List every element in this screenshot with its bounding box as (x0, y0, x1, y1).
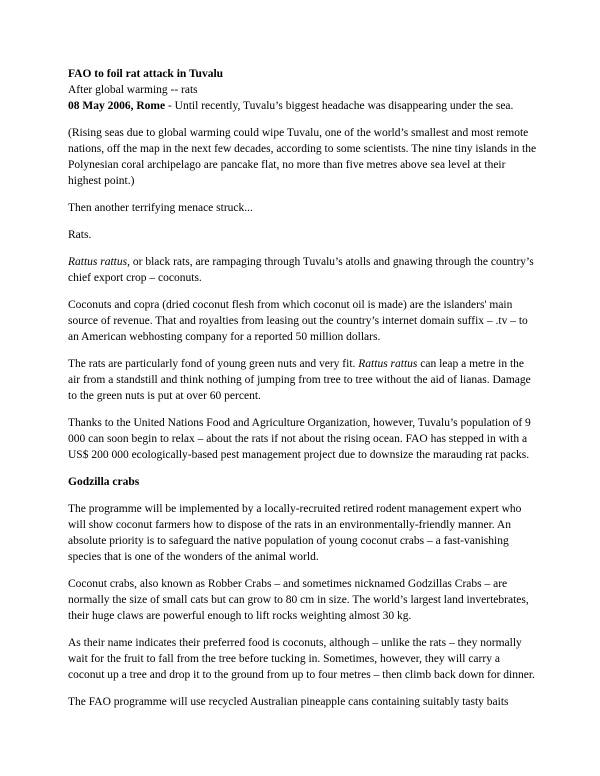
paragraph-text: , or black rats, are rampaging through Tuvalu’s atolls and gnawing through the country’s chief export crop – coconuts. (68, 256, 534, 284)
paragraph-preferred-food (68, 635, 538, 683)
paragraph-text: Thanks to the United Nations Food and Agriculture Organization, however, Tuvalu’s population of 9 000 can soon begin to relax – about the rats if not about the rising ocean. FAO has stepped in with a US$ 200 000 ecologically-based pest management project due to downsize the marauding rat packs. (68, 417, 531, 461)
section-heading-text: Godzilla crabs (68, 476, 140, 488)
paragraph-coconut-crabs (68, 576, 538, 624)
paragraph-pineapple-cans (68, 694, 538, 710)
paragraph-text: Coconut crabs, also known as Robber Crabs – and sometimes nicknamed Godzillas Crabs – are normally the size of small cats but can grow to 80 cm in size. The world’s largest land invertebrates, their huge claws are powerful enough to lift rocks weighting almost 30 kg. (68, 578, 529, 622)
paragraph-text: The programme will be implemented by a locally-recruited retired rodent management expert who will show coconut farmers how to dispose of the rats in an environmentally-friendly manner. An absolute priority is to safeguard the native population of young coconut crabs – a fast-vanishing species that is one of the wonders of the animal world. (68, 503, 522, 563)
paragraph-text: (Rising seas due to global warming could wipe Tuvalu, one of the world’s smallest and most remote nations, off the map in the next few decades, according to some scientists. The nine tiny islands in the Polynesian coral archipelago are pancake flat, no more than five metres above sea level at their highest point.) (68, 127, 537, 187)
paragraph-rats (68, 227, 538, 243)
paragraph-text: The rats are particularly fond of young green nuts and very fit. (68, 358, 359, 370)
paragraph-text: The FAO programme will use recycled Australian pineapple cans containing suitably tasty baits (68, 696, 509, 708)
paragraph-text: Rats. (68, 229, 92, 241)
paragraph-rattus-rattus (68, 254, 538, 286)
paragraph-rising-seas (68, 125, 538, 189)
paragraph-text: can leap a metre in the air from a standstill and think nothing of jumping from tree to tree without the aid of lianas. Damage to the green nuts is put at over 60 percent. (68, 358, 531, 402)
paragraph-text-italic: Rattus rattus (358, 358, 418, 370)
paragraph-text: Coconuts and copra (dried coconut flesh from which coconut oil is made) are the islanders' main source of revenue. That and royalties from leasing out the country’s internet domain suffix – .tv – to an American webhosting company for a reported 50 million dollars. (68, 299, 528, 343)
paragraph-text-italic: Rattus rattus (68, 256, 128, 268)
paragraph-fao-project (68, 415, 538, 463)
paragraph-programme (68, 501, 538, 565)
article-header (68, 66, 538, 114)
paragraph-coconuts-copra (68, 297, 538, 345)
paragraph-text: As their name indicates their preferred food is coconuts, although – unlike the rats – they normally wait for the fruit to fall from the tree before tucking in. Sometimes, however, they will carry a coconut up a tree and drop it to the ground from up to four metres – then climb back down for dinner. (68, 637, 535, 681)
article-title: FAO to foil rat attack in Tuvalu (68, 68, 224, 80)
article-subtitle: After global warming -- rats (68, 84, 198, 96)
article-lede: - Until recently, Tuvalu’s biggest headache was disappearing under the sea. (165, 100, 514, 112)
paragraph-text: Then another terrifying menace struck... (68, 202, 253, 214)
section-heading-godzilla-crabs (68, 474, 538, 490)
article-dateline: 08 May 2006, Rome (68, 100, 166, 112)
paragraph-rats-fond (68, 356, 538, 404)
paragraph-menace (68, 200, 538, 216)
